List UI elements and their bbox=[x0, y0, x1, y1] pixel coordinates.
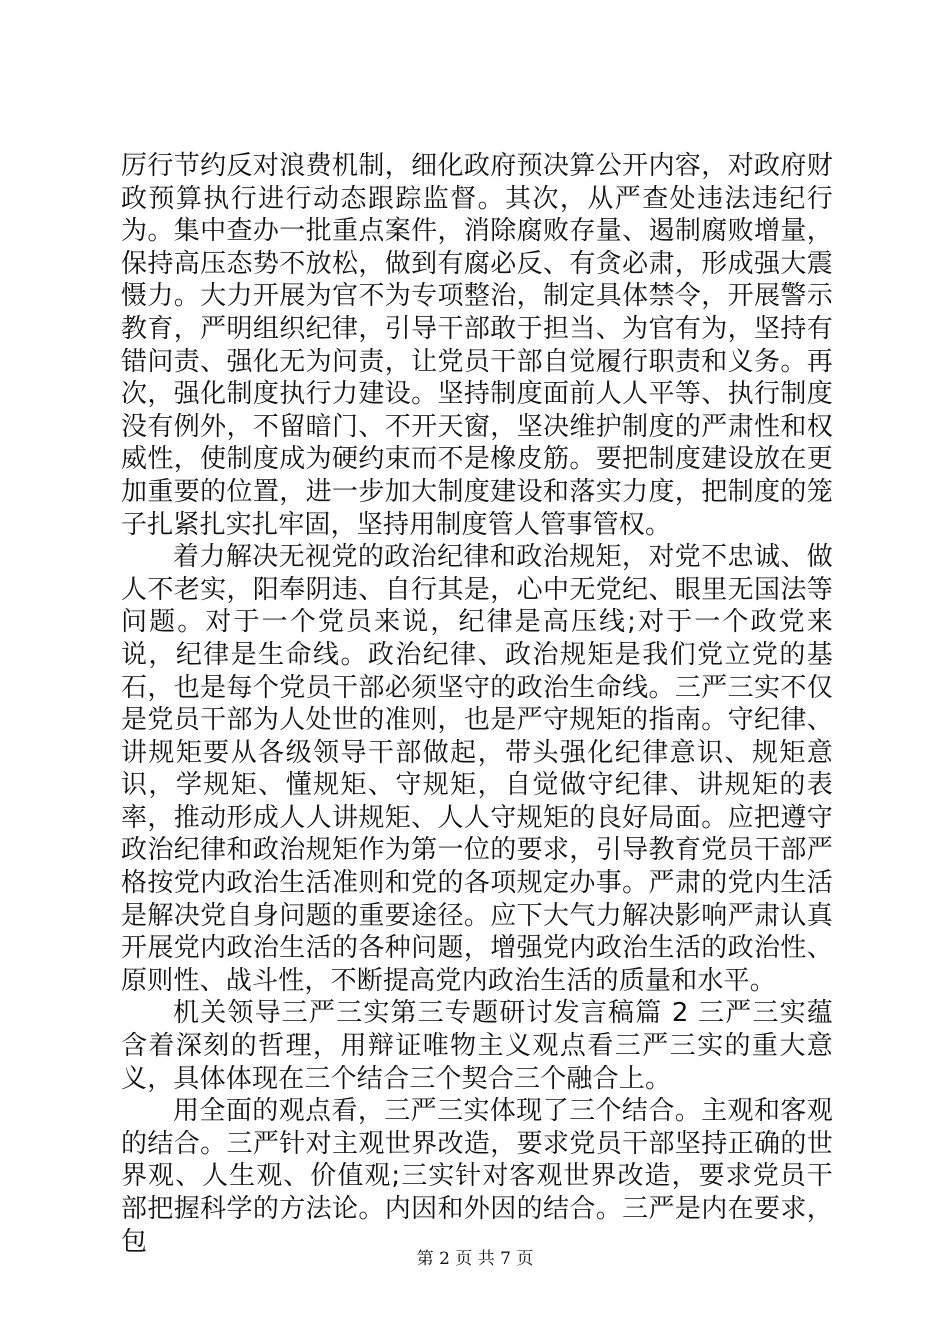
page-number: 第 2 页 共 7 页 bbox=[416, 1249, 534, 1269]
page-footer bbox=[0, 1244, 950, 1269]
paragraph-1: 厉行节约反对浪费机制，细化政府预决算公开内容，对政府财政预算执行进行动态跟踪监督。其次，从严查处违法违纪行为。集中查办一批重点案件，消除腐败存量、遏制腐败增量，保持高压态势不放松，做到有腐必反、有贪必肃，形成强大震慑力。大力开展为官不为专项整治，制定具体禁令，开展警示教育，严明组织纪律，引导干部敢于担当、为官有为，坚持有错问责、强化无为问责，让党员干部自觉履行职责和义务。再次，强化制度执行力建设。坚持制度面前人人平等、执行制度没有例外，不留暗门、不开天窗，坚决维护制度的严肃性和权威性，使制度成为硬约束而不是橡皮筋。要把制度建设放在更加重要的位置，进一步加大制度建设和落实力度，把制度的笼子扎紧扎实扎牢固，坚持用制度管人管事管权。 bbox=[121, 151, 833, 540]
paragraph-3: 机关领导三严三实第三专题研讨发言稿篇 2 三严三实蕴含着深刻的哲理，用辩证唯物主义观点看三严三实的重大意义，具体体现在三个结合三个契合三个融合上。 bbox=[121, 998, 833, 1094]
paragraph-4: 用全面的观点看，三严三实体现了三个结合。主观和客观的结合。三严针对主观世界改造，要求党员干部坚持正确的世界观、人生观、价值观;三实针对客观世界改造，要求党员干部把握科学的方法论。内因和外因的结合。三严是内在要求，包 bbox=[121, 1096, 833, 1257]
paragraph-2: 着力解决无视党的政治纪律和政治规矩，对党不忠诚、做人不老实，阳奉阴违、自行其是，心中无党纪、眼里无国法等问题。对于一个党员来说，纪律是高压线;对于一个政党来说，纪律是生命线。政治纪律、政治规矩是我们党立党的基石，也是每个党员干部必须坚守的政治生命线。三严三实不仅是党员干部为人处世的准则，也是严守规矩的指南。守纪律、讲规矩要从各级领导干部做起，带头强化纪律意识、规矩意识，学规矩、懂规矩、守规矩，自觉做守纪律、讲规矩的表率，推动形成人人讲规矩、人人守规矩的良好局面。应把遵守政治纪律和政治规矩作为第一位的要求，引导教育党员干部严格按党内政治生活准则和党的各项规定办事。严肃的党内生活是解决党自身问题的重要途径。应下大气力解决影响严肃认真开展党内政治生活的各种问题，增强党内政治生活的政治性、原则性、战斗性，不断提高党内政治生活的质量和水平。 bbox=[121, 542, 833, 996]
document-body bbox=[121, 150, 833, 1258]
